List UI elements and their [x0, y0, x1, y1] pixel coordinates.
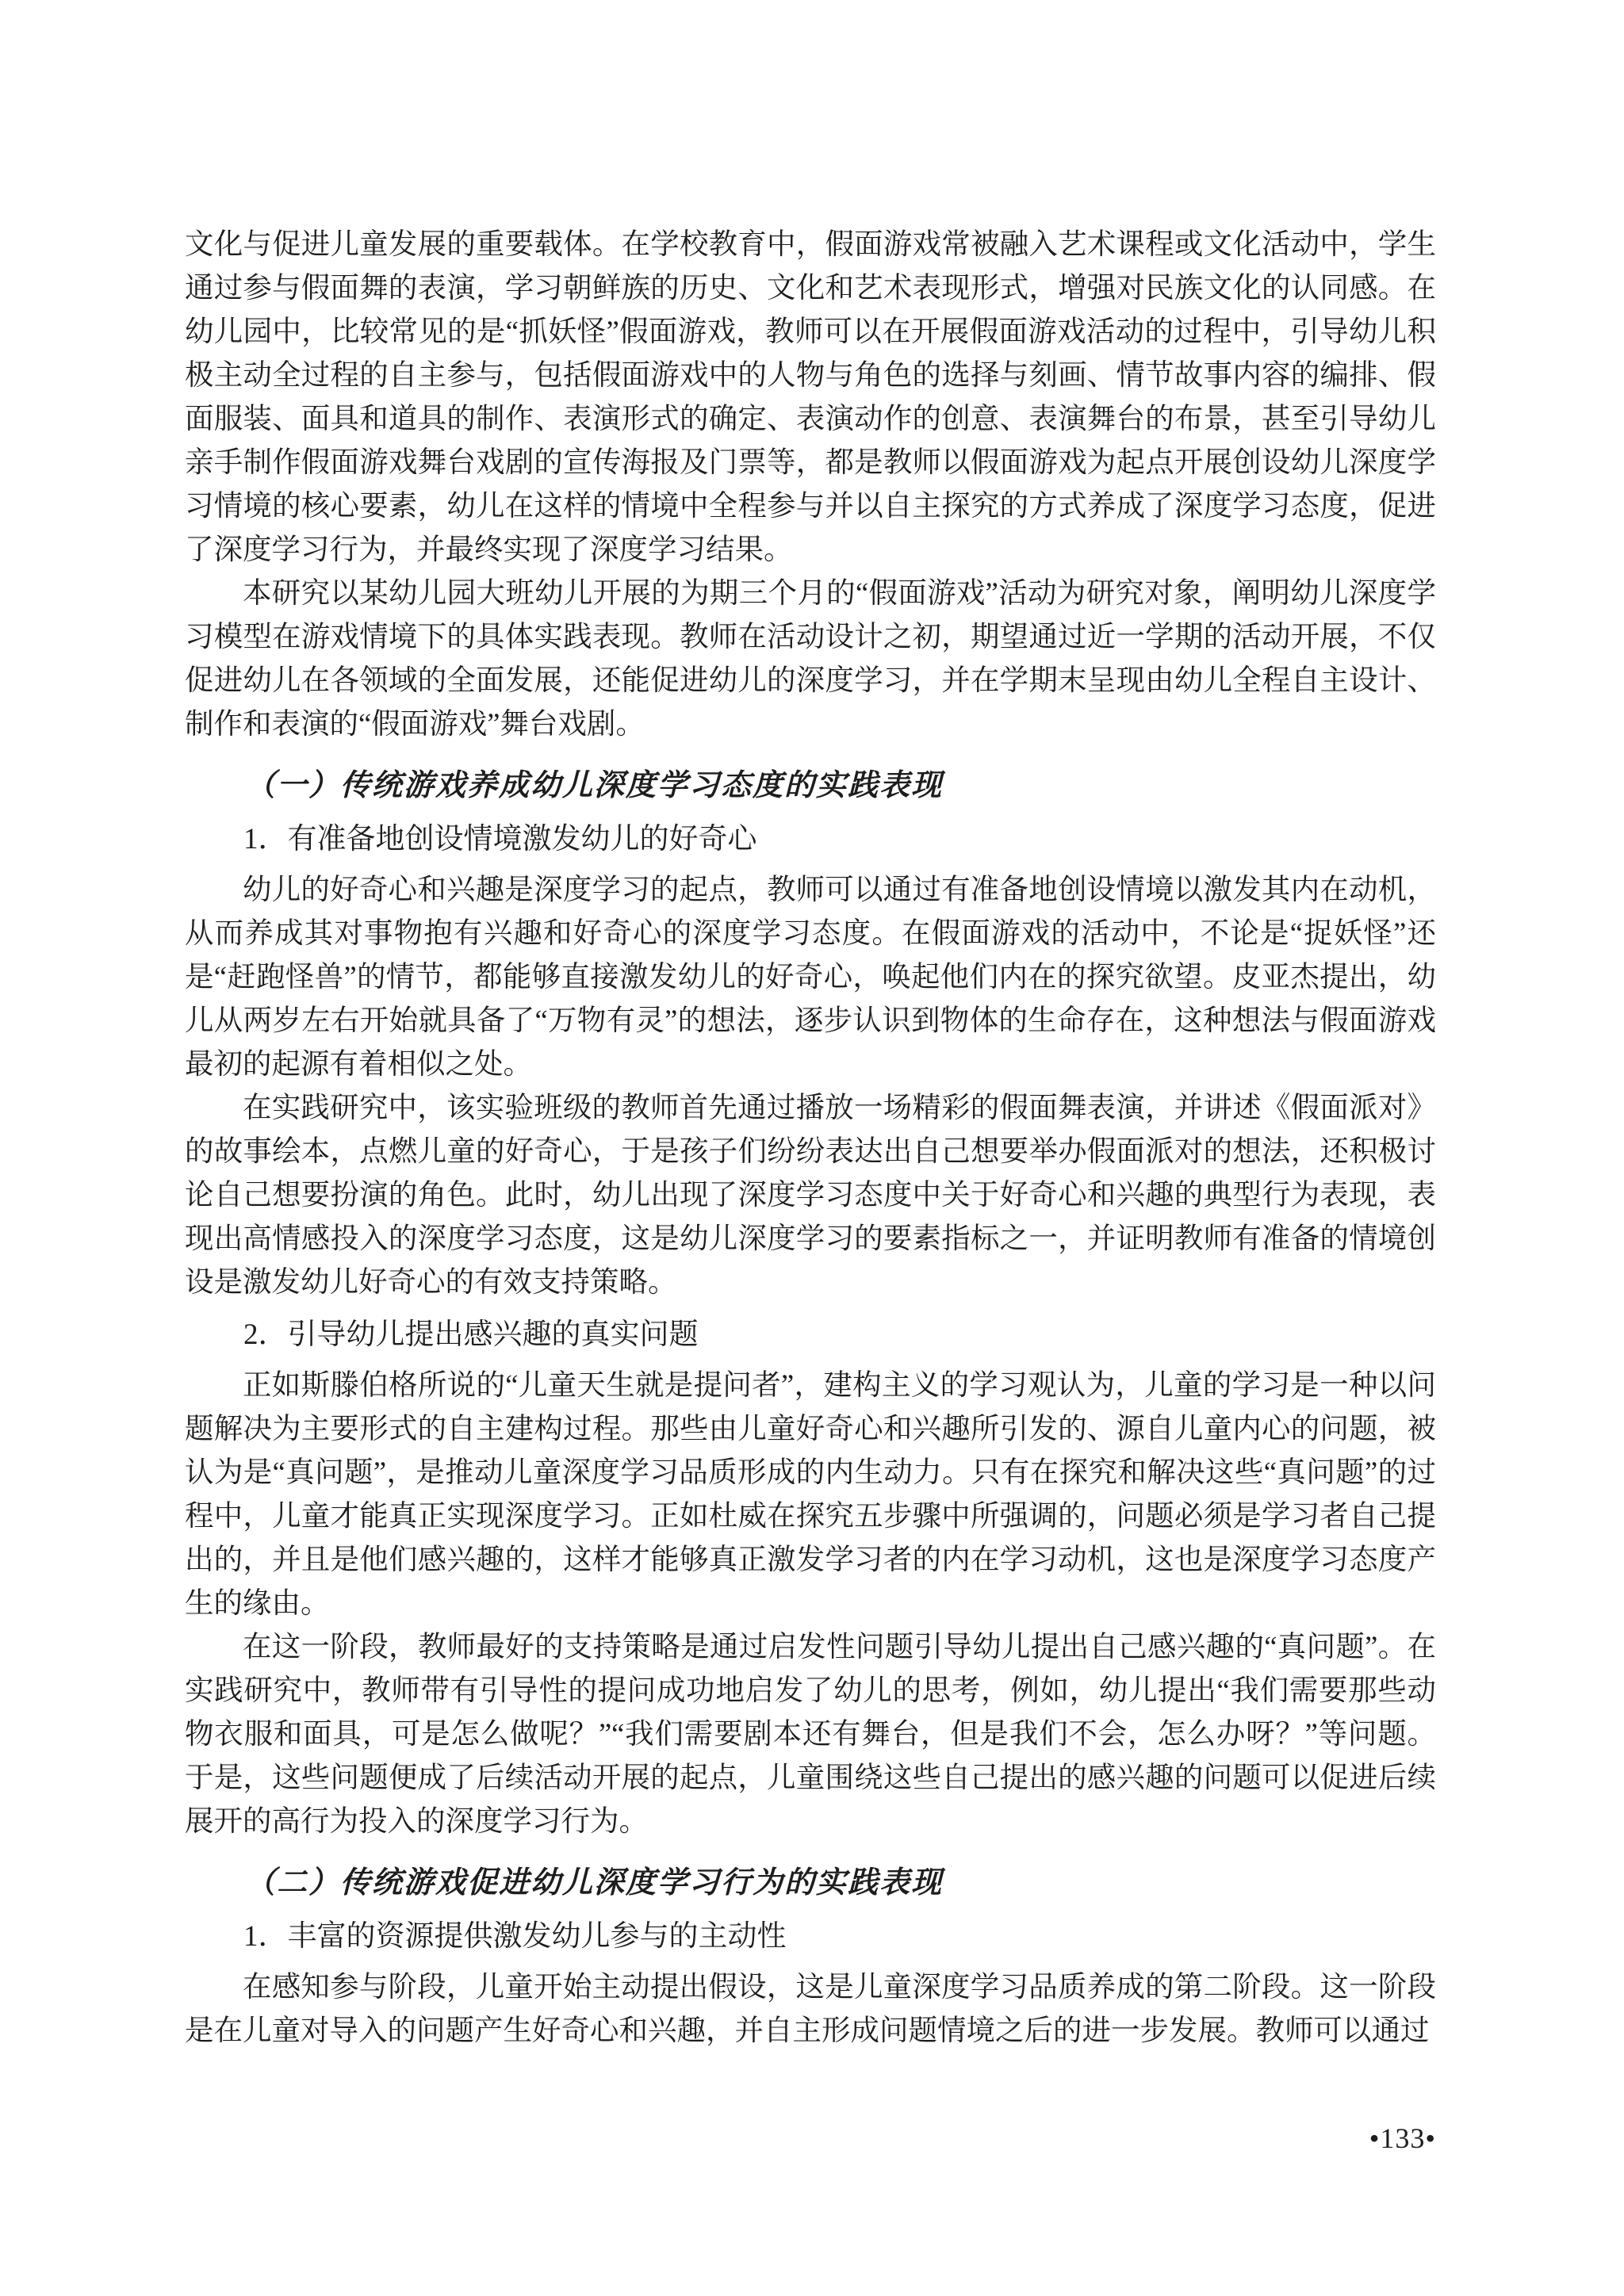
paragraph: 幼儿的好奇心和兴趣是深度学习的起点，教师可以通过有准备地创设情境以激发其内在动机，从而养成其对事物抱有兴趣和好奇心的深度学习态度。在假面游戏的活动中，不论是“捉妖怪”还是“赶跑怪兽”的情节，都能够直接激发幼儿的好奇心，唤起他们内在的探究欲望。皮亚杰提出，幼儿从两岁左右开始就具备了“万物有灵”的想法，逐步认识到物体的生命存在，这种想法与假面游戏最初的起源有着相似之处。	[185, 873, 1436, 1080]
page-body	[185, 222, 1436, 2052]
paragraph: 在这一阶段，教师最好的支持策略是通过启发性问题引导幼儿提出自己感兴趣的“真问题”。在实践研究中，教师带有引导性的提问成功地启发了幼儿的思考，例如，幼儿提出“我们需要那些动物衣服和面具，可是怎么做呢？”“我们需要剧本还有舞台，但是我们不会，怎么办呀？”等问题。于是，这些问题便成了后续活动开展的起点，儿童围绕这些自己提出的感兴趣的问题可以促进后续展开的高行为投入的深度学习行为。	[185, 1630, 1436, 1837]
paragraph: 本研究以某幼儿园大班幼儿开展的为期三个月的“假面游戏”活动为研究对象，阐明幼儿深度学习模型在游戏情境下的具体实践表现。教师在活动设计之初，期望通过近一学期的活动开展，不仅促进幼儿在各领域的全面发展，还能促进幼儿的深度学习，并在学期末呈现由幼儿全程自主设计、制作和表演的“假面游戏”舞台戏剧。	[185, 576, 1436, 740]
section-heading: （一）传统游戏养成幼儿深度学习态度的实践表现	[245, 769, 944, 802]
paragraph: 在感知参与阶段，儿童开始主动提出假设，这是儿童深度学习品质养成的第二阶段。这一阶段是在儿童对导入的问题产生好奇心和兴趣，并自主形成问题情境之后的进一步发展。教师可以通过	[185, 1970, 1436, 2046]
subsection-heading: 1．丰富的资源提供激发幼儿参与的主动性	[243, 1920, 787, 1953]
page-number: •133•	[1369, 2122, 1436, 2154]
section-heading: （二）传统游戏促进幼儿深度学习行为的实践表现	[245, 1866, 944, 1900]
subsection-heading: 1．有准备地创设情境激发幼儿的好奇心	[243, 823, 757, 855]
paragraph: 在实践研究中，该实验班级的教师首先通过播放一场精彩的假面舞表演，并讲述《假面派对》的故事绘本，点燃儿童的好奇心，于是孩子们纷纷表达出自己想要举办假面派对的想法，还积极讨论自己想要扮演的角色。此时，幼儿出现了深度学习态度中关于好奇心和兴趣的典型行为表现，表现出高情感投入的深度学习态度，这是幼儿深度学习的要素指标之一，并证明教师有准备的情境创设是激发幼儿好奇心的有效支持策略。	[185, 1091, 1436, 1298]
paragraph: 文化与促进儿童发展的重要载体。在学校教育中，假面游戏常被融入艺术课程或文化活动中，学生通过参与假面舞的表演，学习朝鲜族的历史、文化和艺术表现形式，增强对民族文化的认同感。在幼儿园中，比较常见的是“抓妖怪”假面游戏，教师可以在开展假面游戏活动的过程中，引导幼儿积极主动全过程的自主参与，包括假面游戏中的人物与角色的选择与刻画、情节故事内容的编排、假面服装、面具和道具的制作、表演形式的确定、表演动作的创意、表演舞台的布景，甚至引导幼儿亲手制作假面游戏舞台戏剧的宣传海报及门票等，都是教师以假面游戏为起点开展创设幼儿深度学习情境的核心要素，幼儿在这样的情境中全程参与并以自主探究的方式养成了深度学习态度，促进了深度学习行为，并最终实现了深度学习结果。	[185, 228, 1436, 565]
subsection-heading: 2．引导幼儿提出感兴趣的真实问题	[243, 1318, 699, 1351]
paragraph: 正如斯滕伯格所说的“儿童天生就是提问者”，建构主义的学习观认为，儿童的学习是一种以问题解决为主要形式的自主建构过程。那些由儿童好奇心和兴趣所引发的、源自儿童内心的问题，被认为是“真问题”，是推动儿童深度学习品质形成的内生动力。只有在探究和解决这些“真问题”的过程中，儿童才能真正实现深度学习。正如杜威在探究五步骤中所强调的，问题必须是学习者自己提出的，并且是他们感兴趣的，这样才能够真正激发学习者的内在学习动机，这也是深度学习态度产生的缘由。	[185, 1368, 1436, 1619]
